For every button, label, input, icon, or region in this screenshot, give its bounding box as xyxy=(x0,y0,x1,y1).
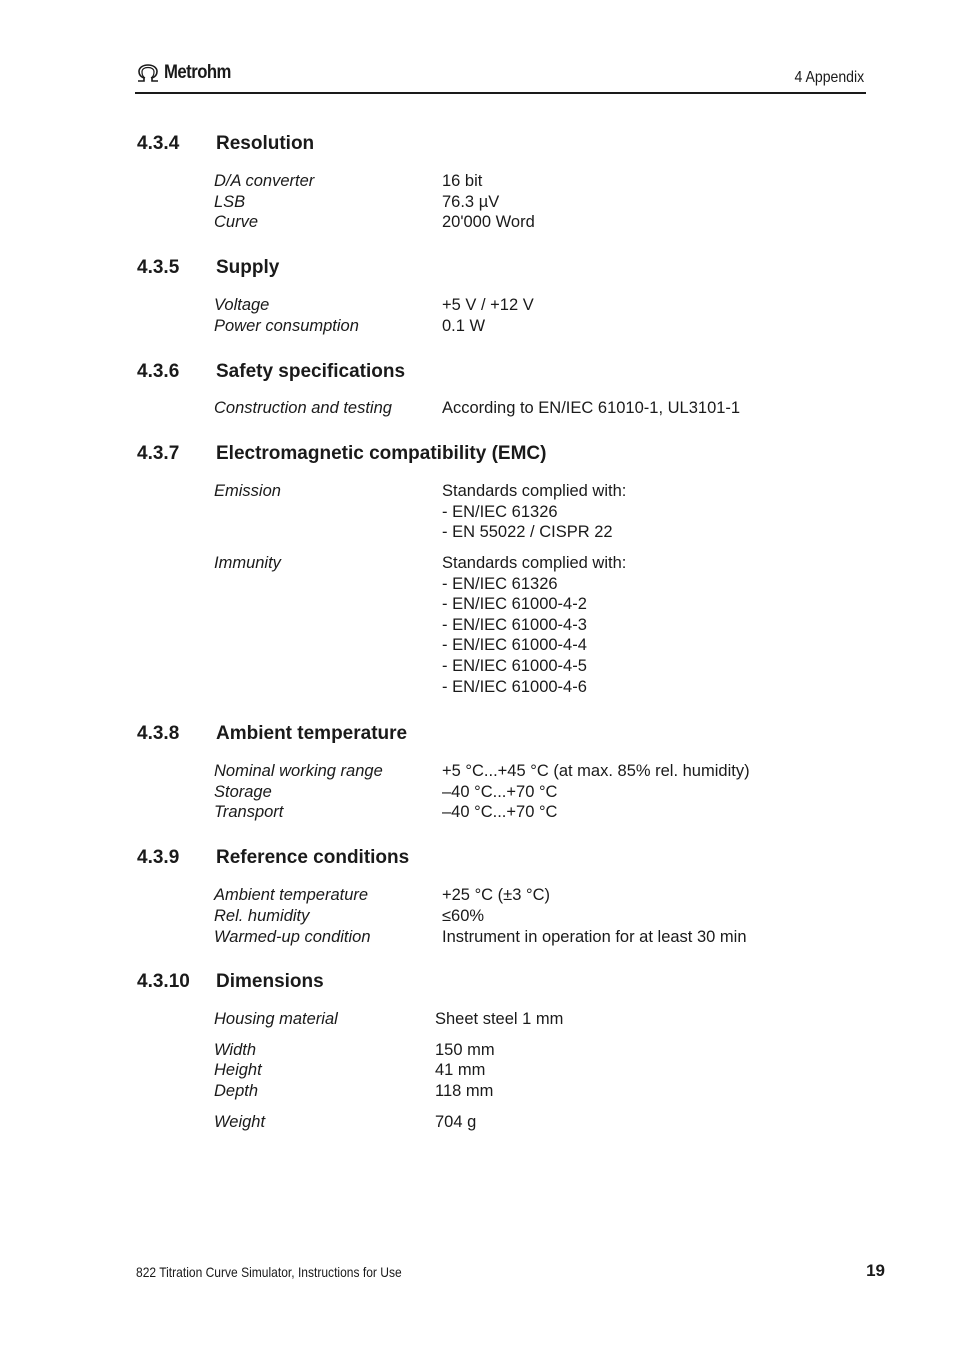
spec-label: Ambient temperature xyxy=(214,886,369,904)
spec-value: +5 V / +12 V xyxy=(442,296,534,314)
spec-value-line: - EN/IEC 61326 xyxy=(442,502,558,521)
spec-value-list xyxy=(442,553,626,697)
spec-row xyxy=(214,398,741,419)
spec-label: Height xyxy=(214,1061,262,1079)
spec-label: D/A converter xyxy=(214,172,315,190)
spec-row xyxy=(214,1081,494,1102)
spec-row xyxy=(214,802,558,823)
spec-value: According to EN/IEC 61010-1, UL3101-1 xyxy=(442,399,741,417)
spec-row xyxy=(214,761,750,782)
spec-value-line: - EN/IEC 61000-4-6 xyxy=(442,677,587,696)
spec-value-line: - EN 55022 / CISPR 22 xyxy=(442,523,613,542)
spec-label: Housing material xyxy=(214,1010,338,1028)
spec-value-line: - EN/IEC 61000-4-5 xyxy=(442,656,587,675)
chapter-label: 4 Appendix xyxy=(794,69,864,86)
section-title: Ambient temperature xyxy=(216,723,408,744)
spec-row xyxy=(214,192,500,213)
section-number: 4.3.7 xyxy=(137,443,180,464)
spec-label: Nominal working range xyxy=(214,762,383,780)
section-title: Supply xyxy=(216,257,280,278)
spec-row xyxy=(214,885,550,906)
spec-label: Storage xyxy=(214,782,272,801)
spec-row xyxy=(214,1112,477,1133)
spec-label: Immunity xyxy=(214,554,281,572)
spec-row xyxy=(214,927,747,948)
spec-row xyxy=(214,295,534,316)
spec-value: 41 mm xyxy=(435,1061,486,1079)
spec-value: 0.1 W xyxy=(442,317,486,335)
spec-label: Emission xyxy=(214,482,281,500)
section-title: Safety specifications xyxy=(216,361,406,382)
page-header xyxy=(135,62,866,94)
section-number: 4.3.8 xyxy=(137,723,180,744)
spec-row xyxy=(214,212,535,233)
spec-value: 118 mm xyxy=(435,1082,494,1100)
spec-value-line: Standards complied with: xyxy=(442,554,627,572)
spec-label: Width xyxy=(214,1041,257,1059)
section-number: 4.3.4 xyxy=(137,133,180,154)
spec-row-emission xyxy=(214,481,627,542)
spec-label: Power consumption xyxy=(214,317,359,335)
spec-label: Weight xyxy=(214,1113,266,1131)
spec-value: Sheet steel 1 mm xyxy=(435,1010,564,1028)
spec-value: +5 °C...+45 °C (at max. 85% rel. humidity) xyxy=(442,762,750,780)
section-title: Dimensions xyxy=(216,971,324,992)
spec-value-line: Standards complied with: xyxy=(442,482,627,500)
spec-row xyxy=(214,782,558,803)
spec-label: Warmed-up condition xyxy=(214,928,371,946)
spec-label: Transport xyxy=(214,803,284,821)
spec-label: Depth xyxy=(214,1082,259,1100)
omega-icon xyxy=(135,63,161,83)
spec-label: Voltage xyxy=(214,296,270,314)
spec-row xyxy=(214,316,486,337)
spec-value-list xyxy=(442,481,626,543)
section-title: Reference conditions xyxy=(216,847,410,868)
section-number: 4.3.5 xyxy=(137,257,180,278)
spec-value: –40 °C...+70 °C xyxy=(442,803,558,821)
spec-value: Instrument in operation for at least 30 min xyxy=(442,928,747,946)
section-number: 4.3.6 xyxy=(137,361,180,382)
spec-value: 704 g xyxy=(435,1113,477,1131)
spec-label: Curve xyxy=(214,213,259,231)
spec-row xyxy=(214,171,483,192)
section-heading xyxy=(137,443,546,465)
spec-value: ≤60% xyxy=(442,907,485,925)
spec-value-line: - EN/IEC 61326 xyxy=(442,574,558,593)
section-number: 4.3.10 xyxy=(137,971,190,992)
spec-value-line: - EN/IEC 61000-4-4 xyxy=(442,636,587,655)
section-heading xyxy=(137,257,279,279)
spec-value-line: - EN/IEC 61000-4-2 xyxy=(442,595,587,614)
section-heading xyxy=(137,133,314,155)
spec-row xyxy=(214,1060,486,1081)
spec-row-immunity xyxy=(214,553,627,696)
spec-value-line: - EN/IEC 61000-4-3 xyxy=(442,615,587,634)
section-title: Resolution xyxy=(216,133,315,154)
brand-name: Metrohm xyxy=(164,62,231,83)
section-heading xyxy=(137,361,405,383)
spec-label: Rel. humidity xyxy=(214,907,310,925)
section-heading xyxy=(137,971,324,993)
section-number: 4.3.9 xyxy=(137,847,180,868)
spec-value: 20'000 Word xyxy=(442,213,535,231)
page-number: 19 xyxy=(866,1261,885,1280)
spec-label: LSB xyxy=(214,192,246,211)
spec-value: 76.3 µV xyxy=(442,192,500,211)
section-heading xyxy=(137,723,407,745)
spec-value: 150 mm xyxy=(435,1041,495,1059)
footer-doc-title: 822 Titration Curve Simulator, Instructions for Use xyxy=(136,1264,402,1280)
section-heading xyxy=(137,847,409,869)
spec-label: Construction and testing xyxy=(214,399,392,417)
spec-value: 16 bit xyxy=(442,172,483,190)
spec-value: –40 °C...+70 °C xyxy=(442,782,558,801)
brand-logo xyxy=(135,62,240,84)
section-title: Electromagnetic compatibility (EMC) xyxy=(216,443,547,464)
spec-row xyxy=(214,1009,564,1030)
spec-row xyxy=(214,1040,495,1061)
spec-value: +25 °C (±3 °C) xyxy=(442,886,550,904)
spec-row xyxy=(214,906,485,927)
